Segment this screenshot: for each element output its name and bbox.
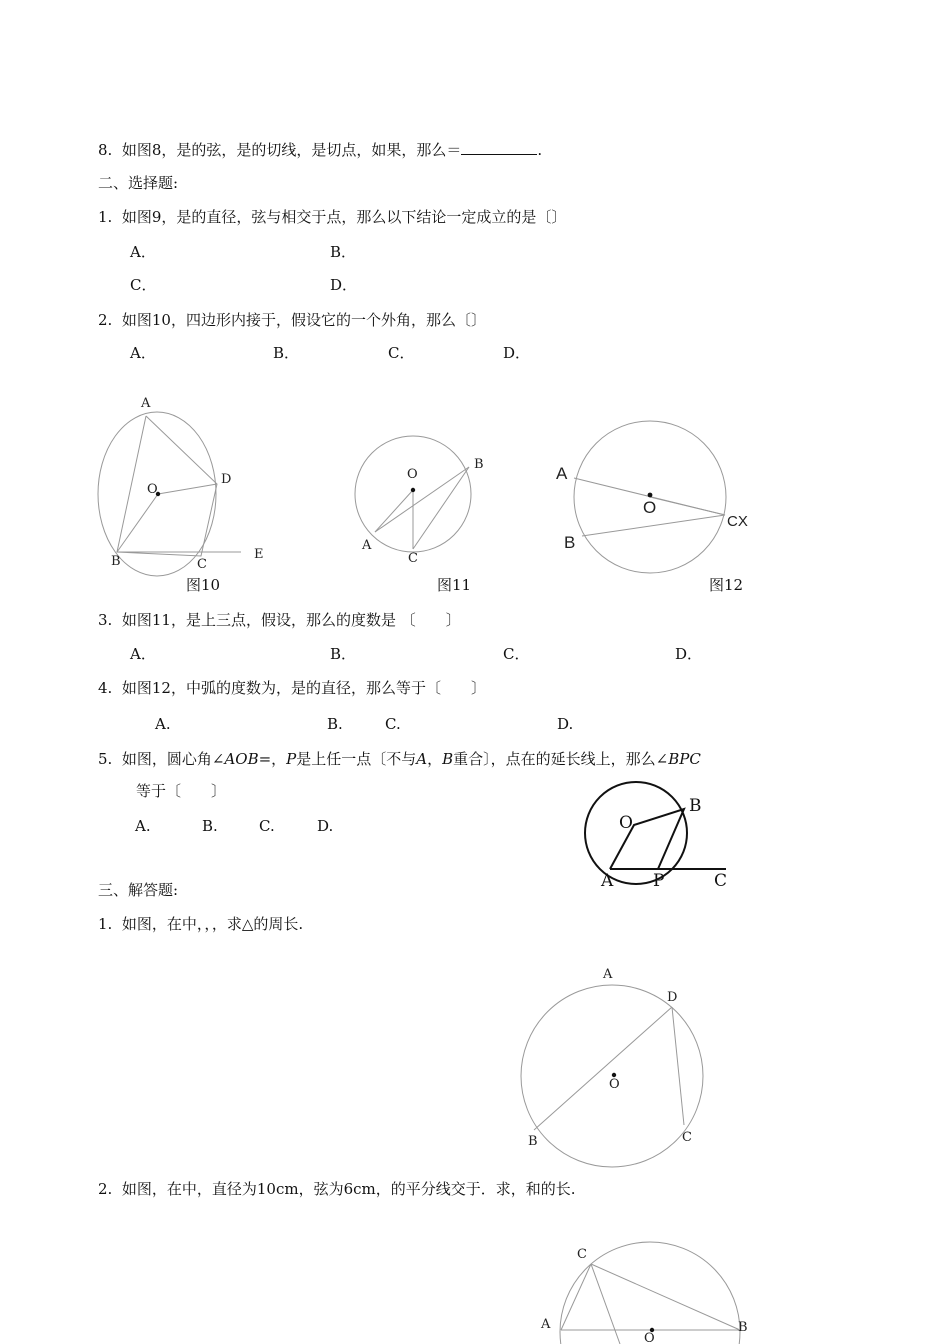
q5-option-a[interactable]: A. (135, 817, 151, 835)
choice-question-4: 4. 如图12，中弧的度数为，是的直径，那么等于〔 〕 (98, 679, 486, 697)
figS1-label-o: O (609, 1077, 620, 1092)
figS2-label-b: B (738, 1320, 748, 1335)
fig10-radius-od (158, 484, 217, 494)
figS2-label-a: A (541, 1317, 551, 1332)
fig12-label-cx: CX (727, 513, 748, 530)
q4-option-a[interactable]: A. (155, 715, 171, 733)
solve-question-1: 1. 如图，在中，，，求△的周长. (98, 915, 304, 933)
fig11-label-c: C (408, 551, 418, 566)
figS2-chord-cb (591, 1264, 740, 1330)
fig12-center-dot (648, 493, 653, 498)
fig5-label-c: C (714, 871, 728, 891)
choice-question-1: 1. 如图9，是的直径，弦与相交于点，那么以下结论一定成立的是〔〕 (98, 208, 567, 226)
q1-option-a[interactable]: A． (130, 243, 156, 261)
q3-option-c[interactable]: C． (503, 645, 530, 663)
fig10-caption: 图10 (186, 576, 221, 594)
question-5-line2: 等于〔 〕 (136, 782, 227, 800)
fig10-label-b: B (111, 554, 121, 569)
fig11-label-o: O (407, 467, 418, 482)
q2-option-c[interactable]: C． (388, 344, 415, 362)
figS1-chord-dc (672, 1007, 684, 1125)
fig12-caption: 图12 (709, 576, 744, 594)
fig10-label-o: O (147, 482, 158, 497)
fig11-label-b: B (474, 457, 484, 472)
fig10-label-d: D (221, 472, 232, 487)
fig10-label-e: E (254, 547, 264, 562)
figS1-label-c: C (682, 1130, 692, 1145)
section-heading-choice: 二、选择题: (98, 174, 179, 192)
q3-option-b[interactable]: B． (330, 645, 357, 663)
q1-option-d[interactable]: D． (330, 276, 358, 294)
q4-option-c[interactable]: C. (385, 715, 401, 733)
figS1-label-a: A (603, 967, 613, 982)
fig10-label-c: C (197, 557, 207, 572)
figS1-chord-bd (534, 1007, 672, 1130)
fig10-quadrilateral (117, 416, 217, 556)
figS2-bisector (591, 1264, 620, 1344)
figS2-chord-ac (561, 1264, 591, 1330)
q2-option-b[interactable]: B． (273, 344, 300, 362)
fig5-label-p: P (653, 871, 665, 891)
fig5-label-o: O (619, 813, 633, 833)
q4-option-b[interactable]: B. (327, 715, 343, 733)
q2-option-a[interactable]: A． (130, 344, 156, 362)
section-heading-solve: 三、解答题: (98, 881, 179, 899)
figS2-label-c: C (577, 1247, 587, 1262)
figS1-label-d: D (667, 990, 678, 1005)
q1-option-c[interactable]: C． (130, 276, 157, 294)
fig11-label-a: A (362, 538, 372, 553)
q5-option-d[interactable]: D. (317, 817, 334, 835)
fig5-label-a: A (601, 871, 614, 891)
figS1-circle (521, 985, 703, 1167)
q3-option-a[interactable]: A． (130, 645, 156, 663)
q4-option-d[interactable]: D. (557, 715, 574, 733)
figS1-label-b: B (528, 1134, 538, 1149)
fig12-label-o: O (643, 498, 657, 517)
fig10-label-a: A (141, 396, 151, 411)
fig11-chord-cb (413, 467, 469, 549)
choice-question-3: 3. 如图11，是上三点，假设，那么的度数是 〔 〕 (98, 611, 461, 629)
fig11-chord-ab (375, 467, 469, 532)
question-8: 8. 如图8，是的弦，是的切线，是切点，如果，那么＝ . (98, 141, 543, 159)
q3-option-d[interactable]: D． (675, 645, 703, 663)
fig12-radius (650, 497, 725, 515)
fig12-label-b: B (564, 533, 576, 552)
q5-option-b[interactable]: B. (202, 817, 218, 835)
fig5-label-b: B (689, 796, 702, 816)
fig12-label-a: A (556, 464, 568, 483)
solve-question-2: 2. 如图，在中，直径为10cm，弦为6cm，的平分线交于．求，和的长. (98, 1180, 576, 1198)
fig11-radius-oa (375, 490, 413, 532)
figS2-circle (560, 1242, 740, 1344)
choice-question-2: 2. 如图10，四边形内接于，假设它的一个外角，那么〔〕 (98, 311, 486, 329)
question-number: 8. (98, 141, 113, 159)
fig11-center-dot (411, 488, 415, 492)
fig12-line-bx (582, 515, 725, 536)
q1-option-b[interactable]: B． (330, 243, 357, 261)
q2-option-d[interactable]: D． (503, 344, 531, 362)
figS2-label-o: O (644, 1331, 655, 1344)
choice-question-5: 5. 如图，圆心角∠AOB=，P是上任一点〔不与A，B重合〕，点在的延长线上，那么∠BPC (98, 750, 701, 768)
question-text: 如图8，是的弦，是的切线，是切点，如果，那么＝ (121, 141, 462, 159)
fig11-caption: 图11 (437, 576, 472, 594)
q5-option-c[interactable]: C. (259, 817, 275, 835)
